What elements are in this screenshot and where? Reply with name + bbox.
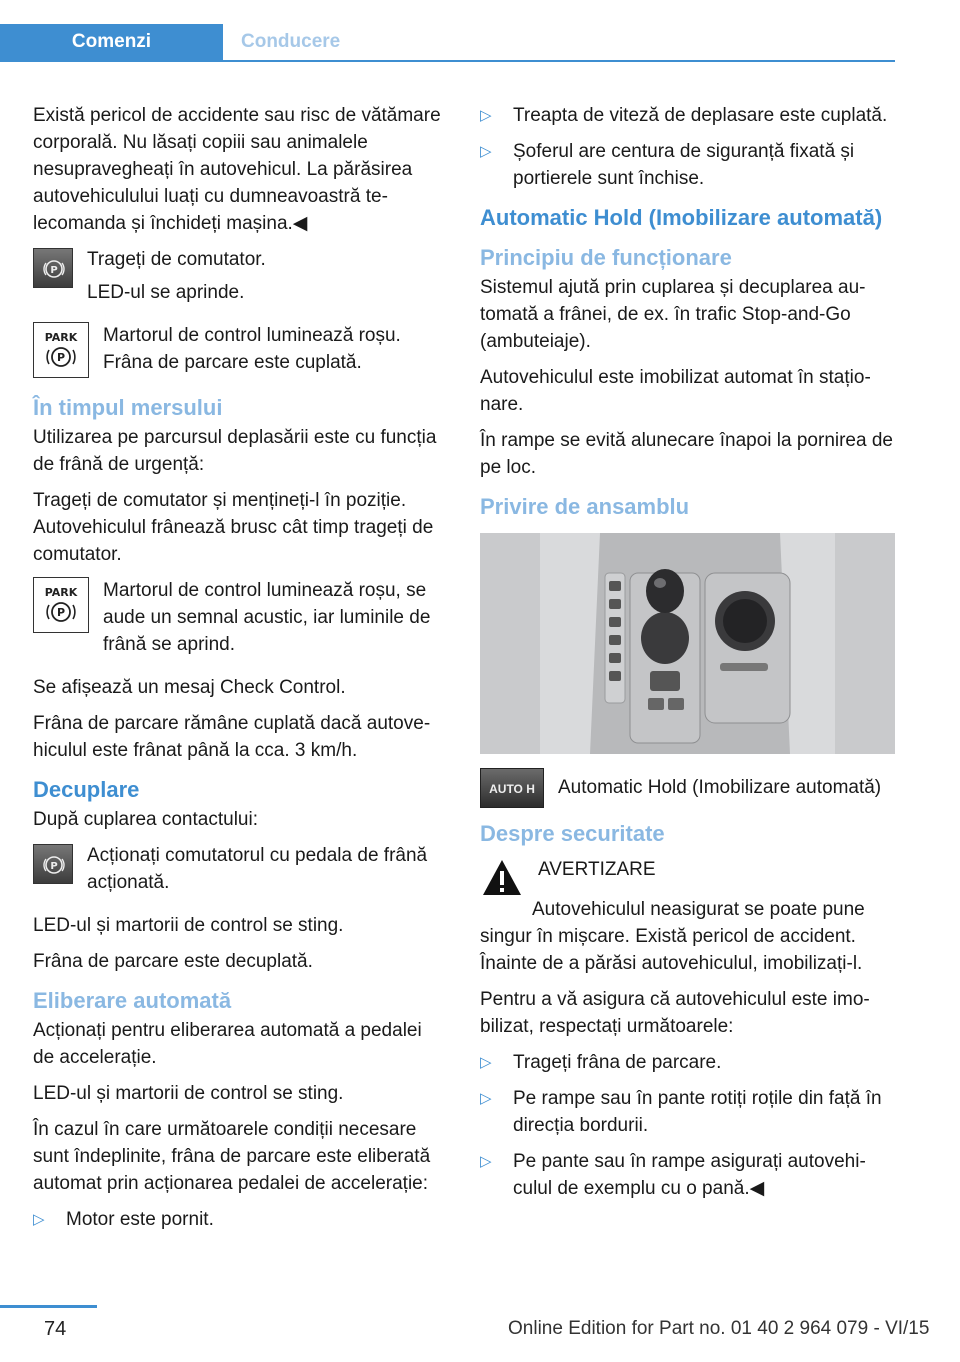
svg-text:P: P: [56, 606, 66, 619]
heading-principle: Principiu de funcționare: [480, 245, 732, 270]
step-release: [33, 842, 448, 902]
warning-triangle-icon: [480, 856, 524, 900]
bullet-list: [480, 102, 896, 192]
paragraph: LED-ul și martorii de control se sting.: [33, 915, 344, 936]
center-console-photo: [480, 533, 895, 754]
tab-bar: [0, 24, 895, 62]
page-number: 74: [44, 1318, 67, 1340]
icon-caption: Automatic Hold (Imobilizare automată): [558, 777, 882, 798]
paragraph: Autovehiculul este imobilizat automat în staționare.: [480, 367, 871, 415]
heading-autohold: Automatic Hold (Imobilizare automată): [480, 205, 883, 230]
paragraph: În rampe se evită alunecare înapoi la pornirea de pe loc.: [480, 430, 893, 478]
list-item: ▷ Șoferul are centura de siguranță fixată și portierele sunt închise.: [480, 138, 896, 192]
indicator-text: Martorul de control luminează roșu. Frâna de parcare este cuplată.: [103, 325, 401, 373]
step-pull-switch: [33, 246, 448, 312]
list-item: ▷ Pe pante sau în rampe asigurați autovehiculul de exemplu cu o pană.◀: [480, 1148, 896, 1202]
warning-title: AVERTIZARE: [538, 859, 656, 880]
footer-edition: Online Edition for Part no. 01 40 2 964 079 - VI/15: [508, 1318, 930, 1339]
paragraph: Sistemul ajută prin cuplarea și decuplarea automată a frânei, de ex. în trafic Stop-and-Go (ambuteiaje).: [480, 277, 866, 352]
autohold-button-row: [480, 768, 896, 808]
warning-text: Autovehiculul neasigurat se poate pune singur în mișcare. Există pericol de accident. Înainte de a părăsi autovehiculul, imobilizați-l.: [480, 899, 865, 974]
paragraph: În cazul în care următoarele condiții necesare sunt îndeplinite, frâna de parcare este eliberată automat prin acționarea pedalei de accelerație:: [33, 1119, 431, 1194]
park-label: PARK: [44, 331, 78, 344]
left-column: [33, 102, 448, 1243]
indicator-park-1: [33, 322, 448, 382]
paragraph: Acționați pentru eliberarea automată a pedalei de accelerație.: [33, 1020, 422, 1068]
paragraph: LED-ul și martorii de control se sting.: [33, 1083, 344, 1104]
heading-auto-release: Eliberare automată: [33, 988, 232, 1013]
park-indicator-icon: [33, 322, 89, 378]
heading-release: Decuplare: [33, 777, 140, 802]
paragraph: Frâna de parcare este decuplată.: [33, 951, 313, 972]
step-result: LED-ul se aprinde.: [87, 282, 245, 303]
paragraph: Trageți de comutator și mențineți-l în poziție. Autovehiculul frânează brusc cât timp trageți de comutator.: [33, 490, 434, 565]
heading-overview: Privire de ansamblu: [480, 494, 690, 519]
bullet-icon: ▷: [33, 1211, 45, 1228]
step-text: Acționați comutatorul cu pedala de frână acționată.: [87, 845, 428, 893]
list-item: ▷ Treapta de viteză de deplasare este cuplată.: [480, 102, 896, 129]
bullet-list: [33, 1206, 448, 1233]
tab-conducere[interactable]: Conducere: [241, 31, 341, 52]
bullet-list: [480, 1049, 896, 1202]
parking-brake-switch-icon: [33, 844, 73, 884]
park-label: PARK: [44, 586, 78, 599]
svg-text:P: P: [50, 861, 58, 872]
paragraph: Pentru a vă asigura că autovehiculul este imobilizat, respectați următoarele:: [480, 989, 870, 1037]
park-indicator-icon: [33, 577, 89, 633]
heading-driving: În timpul mersului: [33, 395, 223, 420]
warning-continuation: Există pericol de accidente sau risc de vătămare corporală. Nu lăsați copiii sau animalele nesupravegheați în autovehicul. La părăsirea autovehiculului luați cu dumneavoastră telecomanda și închideți mașina.◀: [33, 105, 441, 234]
list-item: ▷ Motor este pornit.: [33, 1206, 448, 1233]
indicator-text: Martorul de control luminează roșu, se aude un semnal acustic, iar luminile de frână se aprind.: [103, 580, 431, 655]
step-text: Trageți de comutator.: [87, 249, 266, 270]
footer-rule: [0, 1305, 97, 1308]
bullet-icon: ▷: [480, 143, 492, 160]
right-column: [480, 102, 896, 1212]
tab-underline: [0, 60, 895, 62]
list-item: ▷ Pe rampe sau în pante rotiți roțile din față în direcția bordurii.: [480, 1085, 896, 1139]
indicator-park-2: [33, 577, 448, 664]
tab-comenzi[interactable]: Comenzi: [0, 24, 223, 60]
svg-text:P: P: [50, 265, 58, 276]
svg-text:P: P: [56, 351, 66, 364]
heading-safety: Despre securitate: [480, 821, 665, 846]
paragraph: Utilizarea pe parcursul deplasării este cu funcția de frână de urgență:: [33, 427, 437, 475]
bullet-icon: ▷: [480, 1054, 492, 1071]
warning-box: [480, 856, 896, 900]
paragraph: Frâna de parcare rămâne cuplată dacă autovehiculul este frânat până la cca. 3 km/h.: [33, 713, 431, 761]
bullet-icon: ▷: [480, 107, 492, 124]
paragraph: După cuplarea contactului:: [33, 809, 258, 830]
list-item: ▷ Trageți frâna de parcare.: [480, 1049, 896, 1076]
auto-hold-button-icon: AUTO H: [480, 768, 544, 808]
bullet-icon: ▷: [480, 1090, 492, 1107]
parking-brake-switch-icon: [33, 248, 73, 288]
paragraph: Se afișează un mesaj Check Control.: [33, 677, 346, 698]
bullet-icon: ▷: [480, 1153, 492, 1170]
